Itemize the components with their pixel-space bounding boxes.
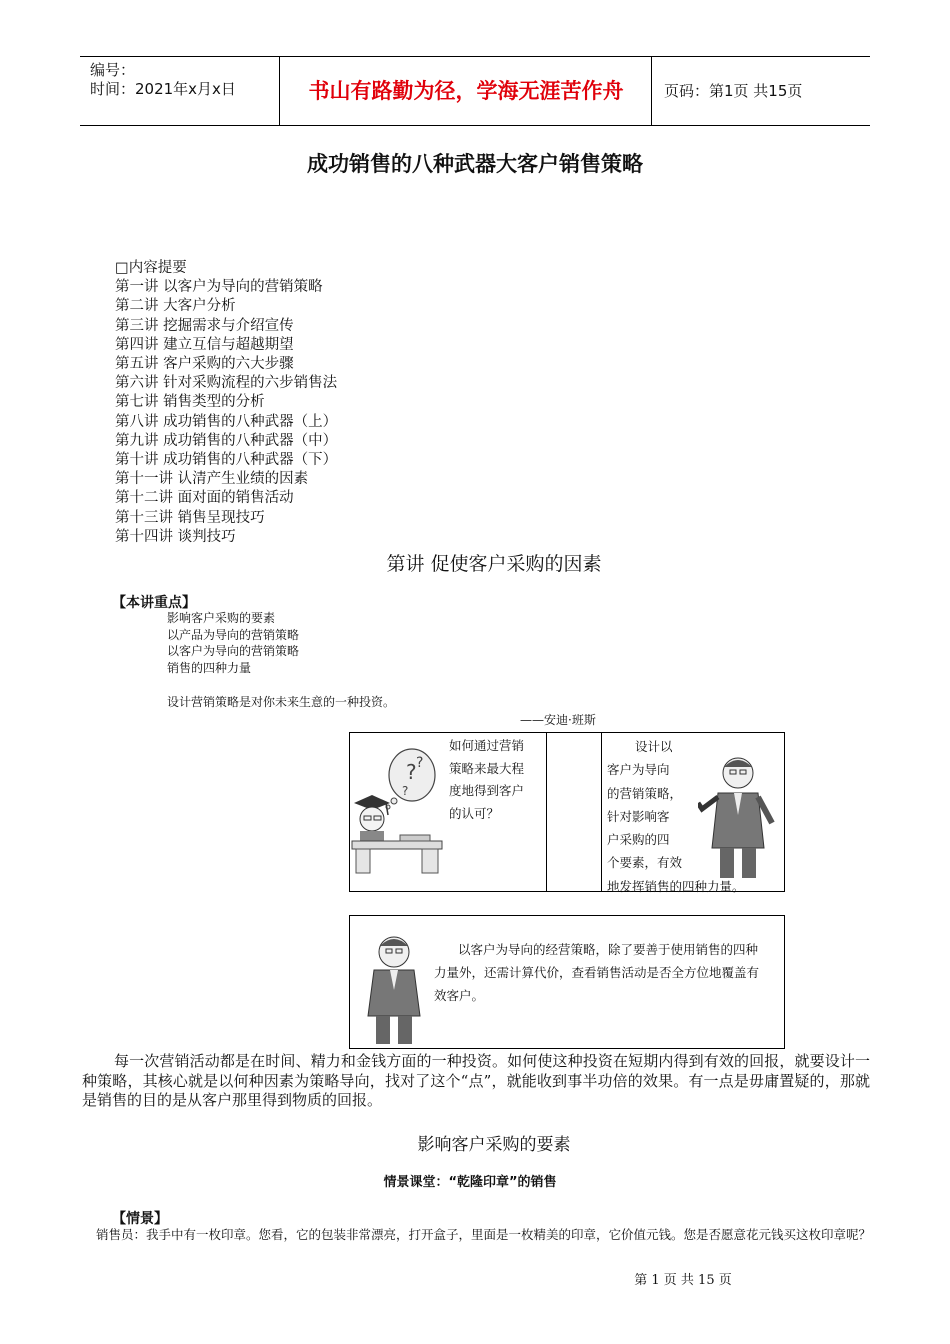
svg-text:?: ? bbox=[402, 784, 409, 798]
scene-heading: 【情景】 bbox=[112, 1211, 168, 1227]
comic-box-strategy bbox=[349, 915, 785, 1049]
teacher-illustration bbox=[698, 753, 780, 883]
header-meta bbox=[80, 57, 280, 125]
comic-answer-text: 设计以 客户为导向 的营销策略， 针对影响客 户采购的四 个要素，有效 地发挥销售的四种力量。 bbox=[607, 739, 745, 894]
time-label: 时间：2021年x月x日 bbox=[90, 80, 236, 98]
toc-item: 第十讲 成功销售的八种武器（下） bbox=[115, 452, 338, 469]
page-footer: 第 1 页 共 15 页 bbox=[634, 1273, 732, 1288]
toc-item: 第九讲 成功销售的八种武器（中） bbox=[115, 432, 338, 449]
comic-question-text: 如何通过营销 策略来最大程 度地得到客户 的认可？ bbox=[449, 738, 525, 821]
table-of-contents bbox=[115, 259, 337, 547]
svg-text:?: ? bbox=[406, 760, 417, 784]
body-paragraph: 每一次营销活动都是在时间、精力和金钱方面的一种投资。如何使这种投资在短期内得到有效的回报，就要设计一种策略，其核心就是以何种因素为策略导向，找对了这个“点”，就能收到事半功倍的效果。有一点是毋庸置疑的，那就是销售的目的是从客户那里得到物质的回报。 bbox=[82, 1052, 870, 1109]
comic-divider bbox=[601, 733, 602, 891]
toc-item: 第六讲 针对采购流程的六步销售法 bbox=[115, 375, 338, 392]
toc-item: 第三讲 挖掘需求与介绍宣传 bbox=[115, 317, 294, 334]
student-illustration bbox=[350, 743, 450, 883]
toc-item: 第十四讲 谈判技巧 bbox=[115, 528, 236, 545]
toc-item: 第七讲 销售类型的分析 bbox=[115, 394, 265, 411]
scene-title: 情景课堂：“乾隆印章”的销售 bbox=[383, 1175, 557, 1190]
toc-heading: □内容提要 bbox=[115, 260, 187, 276]
scene-dialog: 销售员：我手中有一枚印章。您看，它的包装非常漂亮，打开盒子，里面是一枚精美的印章，它价值元钱。您是否愿意花元钱买这枚印章呢？ bbox=[96, 1227, 872, 1242]
teacher-illustration bbox=[358, 934, 438, 1046]
toc-item: 第二讲 大客户分析 bbox=[115, 298, 236, 315]
toc-item: 第一讲 以客户为导向的营销策略 bbox=[115, 279, 323, 296]
comic-divider bbox=[546, 733, 547, 891]
toc-item: 第十一讲 认清产生业绩的因素 bbox=[115, 471, 309, 488]
comic-box-question bbox=[349, 732, 785, 892]
quote-text: 设计营销策略是对你未来生意的一种投资。 bbox=[167, 695, 396, 709]
key-point-item: 影响客户采购的要素 bbox=[167, 611, 276, 625]
svg-text:?: ? bbox=[416, 755, 424, 771]
key-point-item: 销售的四种力量 bbox=[167, 660, 252, 675]
toc-item: 第八讲 成功销售的八种武器（上） bbox=[115, 413, 338, 430]
key-points-list bbox=[167, 610, 299, 676]
header-motto: 书山有路勤为径，学海无涯苦作舟 bbox=[281, 57, 652, 125]
document-title: 成功销售的八种武器大客户销售策略 bbox=[307, 152, 643, 176]
toc-item: 第十三讲 销售呈现技巧 bbox=[115, 509, 265, 526]
toc-item: 第四讲 建立互信与超越期望 bbox=[115, 336, 294, 353]
lecture-title: 第讲 促使客户采购的因素 bbox=[386, 553, 602, 575]
key-point-item: 以产品为导向的营销策略 bbox=[167, 627, 300, 642]
toc-item: 第十二讲 面对面的销售活动 bbox=[115, 490, 294, 507]
header-table bbox=[80, 56, 870, 126]
quote-author: ——安迪·班斯 bbox=[520, 713, 596, 727]
key-points-heading: 【本讲重点】 bbox=[112, 595, 196, 611]
section-title: 影响客户采购的要素 bbox=[417, 1135, 571, 1155]
header-page-code: 页码：第1页 共15页 bbox=[664, 82, 803, 100]
toc-item: 第五讲 客户采购的六大步骤 bbox=[115, 356, 294, 373]
serial-label: 编号： bbox=[90, 61, 136, 79]
comic-strategy-text: 以客户为导向的经营策略，除了要善于使用销售的四种 力量外，还需计算代价，查看销售活动是否全方位地覆盖有 效客户。 bbox=[434, 942, 760, 1003]
key-point-item: 以客户为导向的营销策略 bbox=[167, 644, 300, 658]
